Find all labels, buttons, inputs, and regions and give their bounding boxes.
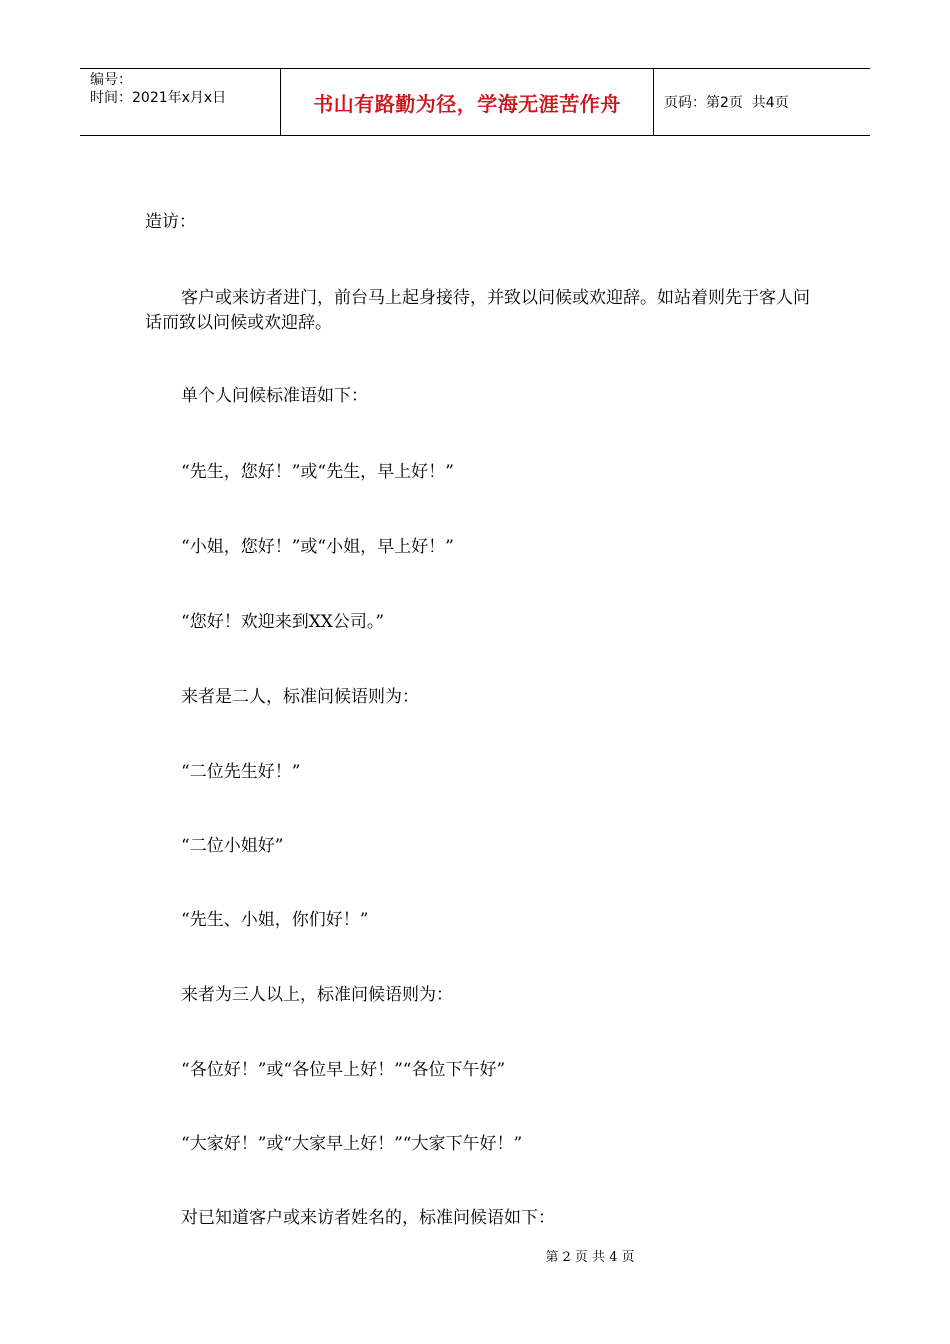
page-info-text: 页码：第2页 共4页 <box>664 95 789 111</box>
header-meta <box>80 69 281 135</box>
paragraph-greeting-two-misses: “二位小姐好” <box>181 836 284 856</box>
page-footer <box>0 1246 950 1265</box>
paragraph-greeting-sir: “先生，您好！”或“先生，早上好！” <box>181 462 454 482</box>
paragraph-greeting-everyone: “各位好！”或“各位早上好！”“各位下午好” <box>181 1060 506 1080</box>
paragraph-greeting-all: “大家好！”或“大家早上好！”“大家下午好！” <box>181 1134 523 1154</box>
paragraph-reception: 客户或来访者进门，前台马上起身接待，并致以问候或欢迎辞。如站着则先于客人问话而致以问候或欢迎辞。 <box>145 288 810 333</box>
paragraph-single-greeting-intro: 单个人问候标准语如下： <box>181 386 368 406</box>
paragraph-two-people-intro: 来者是二人，标准问候语则为： <box>181 687 419 707</box>
document-date-label: 时间：2021年x月x日 <box>90 90 227 106</box>
paragraph-visit-heading: 造访： <box>145 212 196 232</box>
document-header <box>80 68 870 136</box>
footer-page-number: 第 2 页 共 4 页 <box>545 1250 635 1265</box>
paragraph-known-name-intro: 对已知道客户或来访者姓名的，标准问候语如下： <box>181 1208 555 1228</box>
document-number-label: 编号： <box>90 72 132 88</box>
paragraph-greeting-two-sirs: “二位先生好！” <box>181 762 301 782</box>
header-motto: 书山有路勤为径，学海无涯苦作舟 <box>281 69 654 135</box>
paragraph-greeting-welcome: “您好！欢迎来到XX公司。” <box>181 612 385 632</box>
paragraph-greeting-sir-miss: “先生、小姐，你们好！” <box>181 910 369 930</box>
header-page-info <box>654 69 870 135</box>
paragraph-greeting-miss: “小姐，您好！”或“小姐，早上好！” <box>181 537 454 557</box>
paragraph-three-people-intro: 来者为三人以上，标准问候语则为： <box>181 985 453 1005</box>
